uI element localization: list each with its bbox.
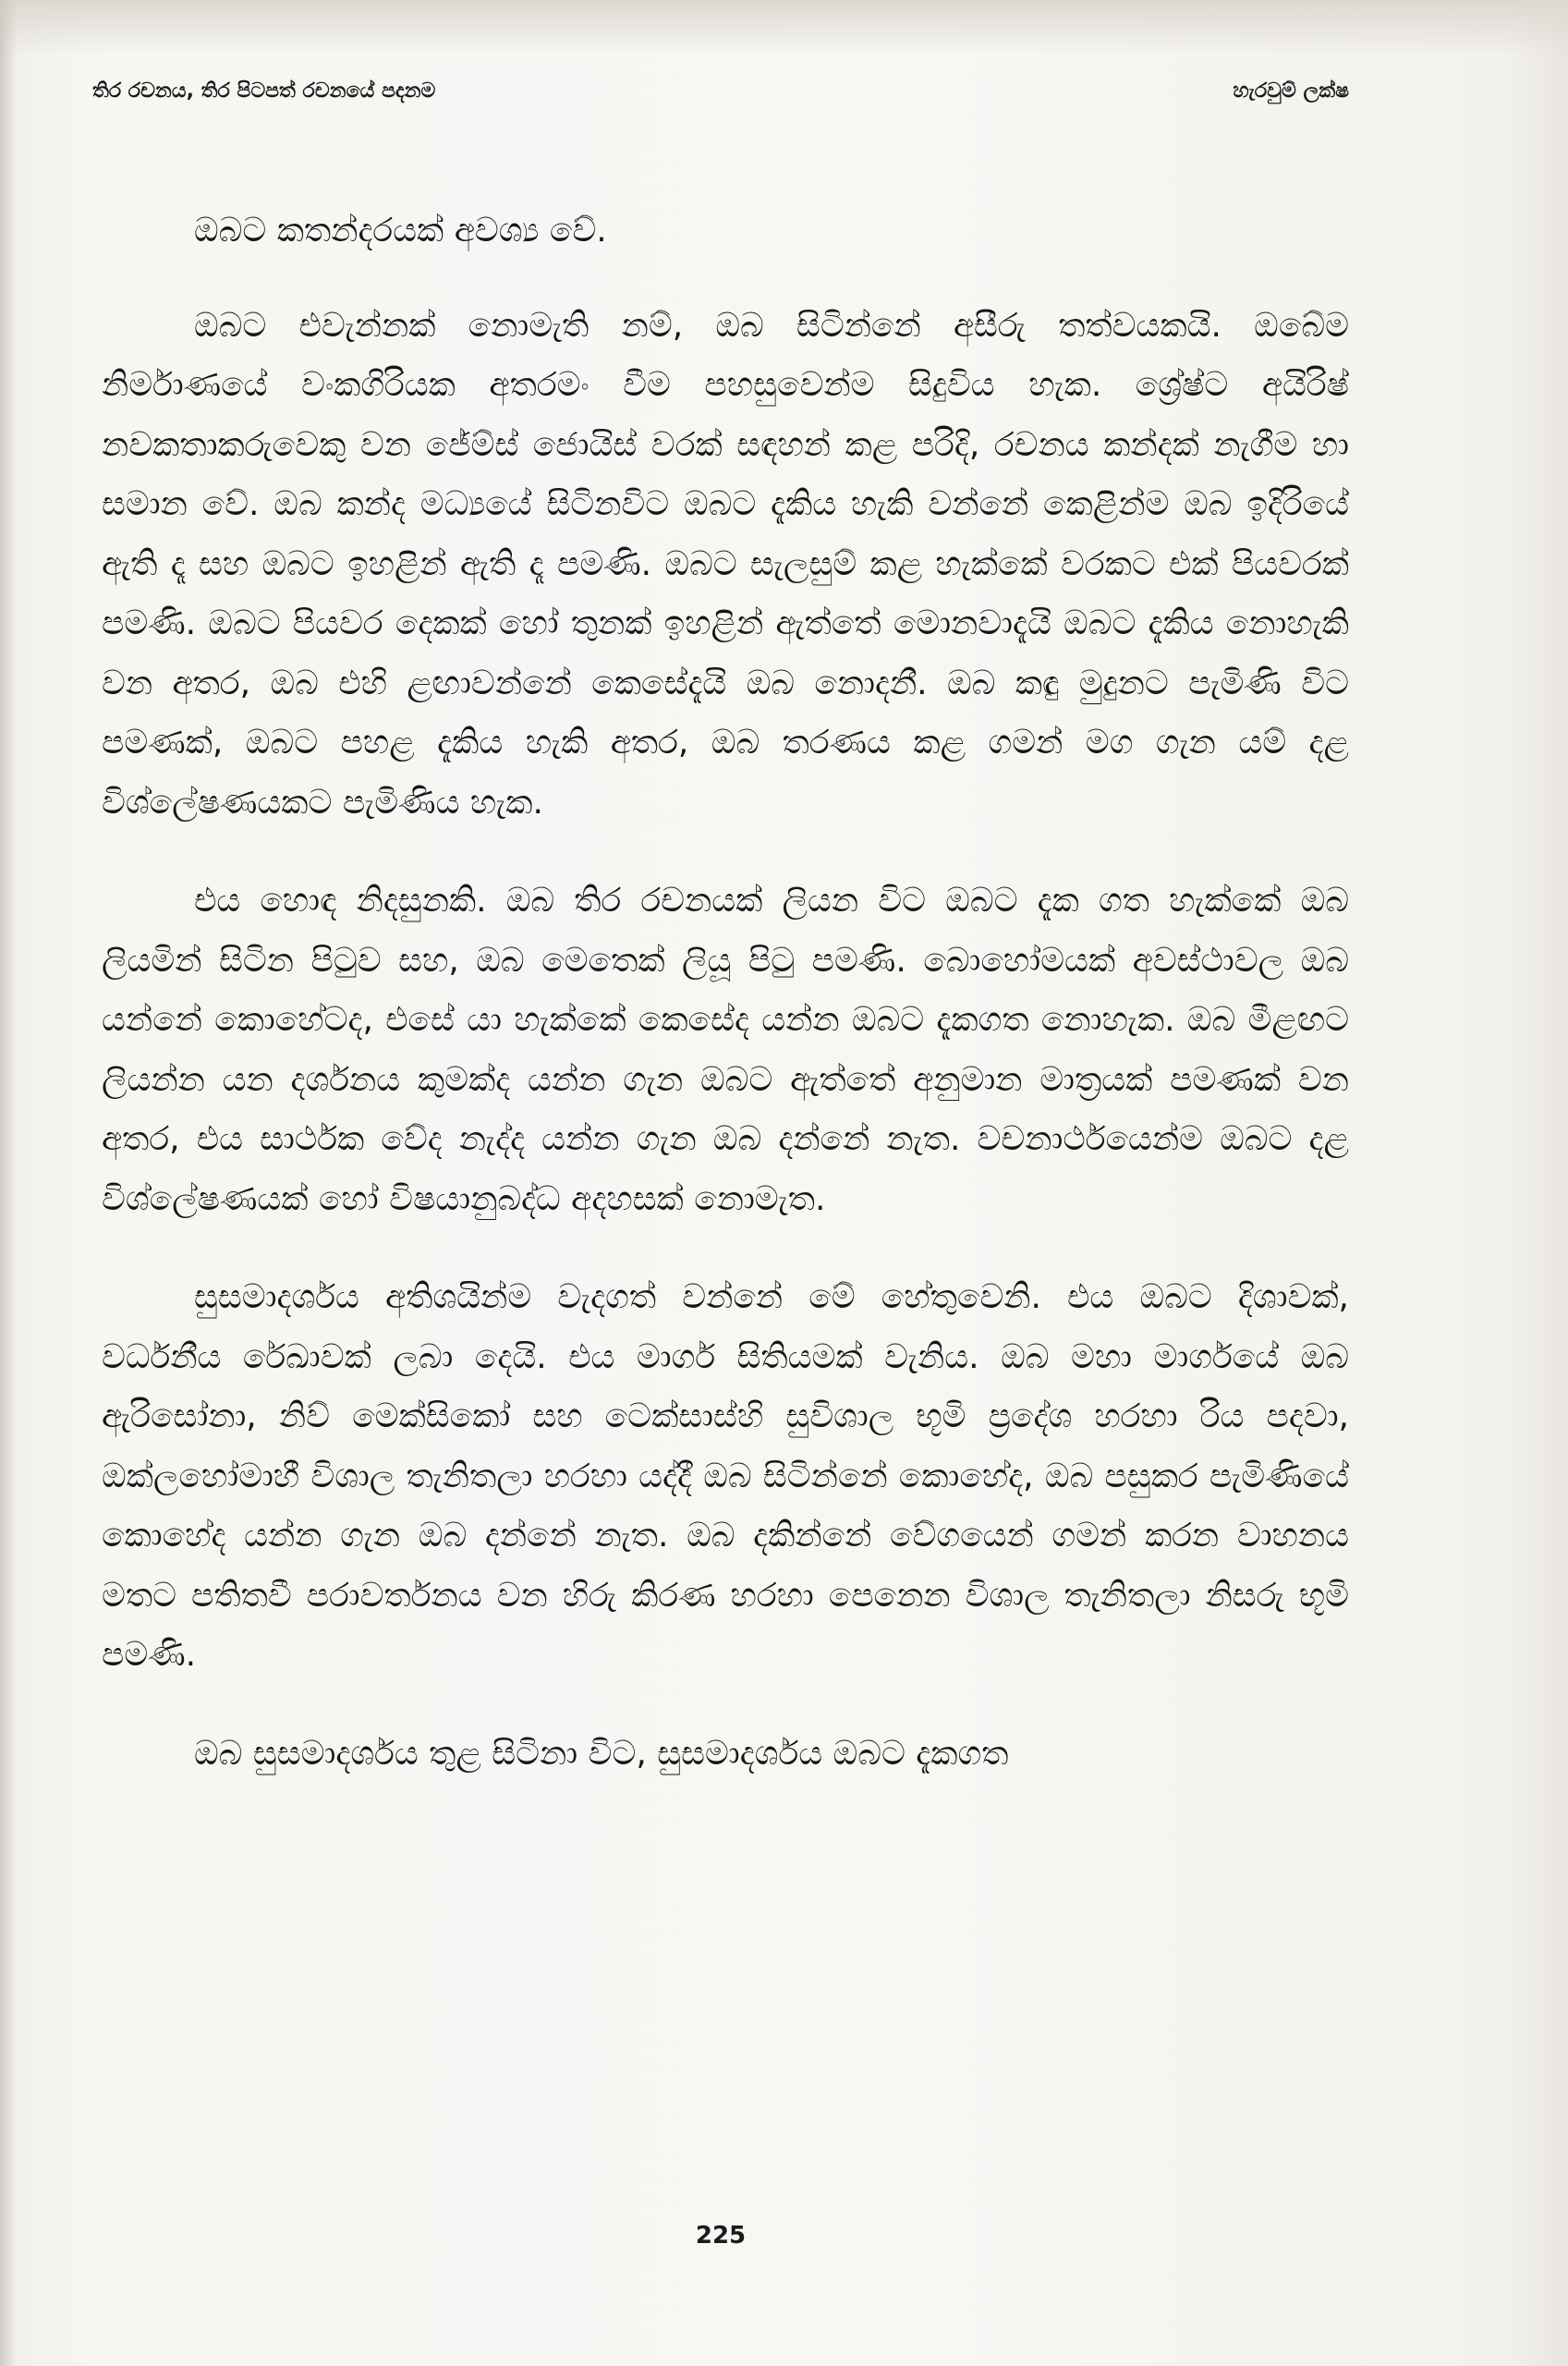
body-text [102, 201, 1349, 1784]
header-chapter-title: තිර රචනය, තිර පිටපත් රචනයේ පදනම [92, 79, 436, 103]
paragraph-3: එය හොඳ නිදසුනකි. ඔබ තිර රචනයක් ලියන විට ඔබට දැක ගත හැක්කේ ඔබ ලියමින් සිටින පිටුව සහ, ඔබ මෙතෙක් ලියූ පිටු පමණි. බොහෝමයක් අවස්ථාවල ඔබ යන්නේ කොහේටද, එසේ යා හැක්කේ කෙසේද යන්න ඔබට දැකගත නොහැක. ඔබ මීළඟට ලියන්න යන දර්ශනය කුමක්ද යන්න ගැන ඔබට ඇත්තේ අනුමාන මාත්‍රයක් පමණක් වන අතර, එය සාර්ථක වේද නැද්ද යන්න ගැන ඔබ දන්නේ නැත. වචනාර්ථයෙන්ම ඔබට දළ විශ්ලේෂණයක් හෝ විෂයානුබද්ධ අදහසක් නොමැත. [102, 882, 1349, 1218]
paragraph-2: ඔබට එවැන්නක් නොමැති නම්, ඔබ සිටින්නේ අසීරු තත්වයකයි. ඔබේම නිර්මාණයේ වංකගිරියක අතරමං වීම පහසුවෙන්ම සිදුවිය හැක. ශ්‍රේෂ්ට අයිරිෂ් නවකතාකරුවෙකු වන ජේම්ස් ජොයිස් වරක් සඳහන් කළ පරිදි, රචනය කන්දක් නැගීම හා සමාන වේ. ඔබ කන්ද මධ්‍යයේ සිටිනවිට ඔබට දැකිය හැකි වන්නේ කෙළින්ම ඔබ ඉදිරියේ ඇති දෑ සහ ඔබට ඉහළින් ඇති දෑ පමණි. ඔබට සැලසුම් කළ හැක්කේ වරකට එක් පියවරක් පමණි. ඔබට පියවර දෙකක් හෝ තුනක් ඉහළින් ඇත්තේ මොනවාදැයි ඔබට දැකිය නොහැකි වන අතර, ඔබ එහි ළඟාවන්නේ කෙසේදැයි ඔබ නොදනී. ඔබ කඳු මුදුනට පැමිණි විට පමණක්, ඔබට පහළ දැකිය හැකි අතර, ඔබ තරණය කළ ගමන් මග ගැන යම් දළ විශ්ලේෂණයකට පැමිණිය හැක. [102, 306, 1349, 822]
header-section-title: හැරවුම් ලක්ෂ [1233, 79, 1349, 103]
page-number: 225 [695, 2222, 747, 2250]
running-header [92, 79, 1349, 103]
paragraph-4: සුසමාදර්ශය අතිශයින්ම වැදගත් වන්නේ මේ හේතුවෙනි. එය ඔබට දිශාවක්, වර්ධනීය රේඛාවක් ලබා දෙයි. එය මාර්ග සිතියමක් වැනිය. ඔබ මහා මාර්ගයේ ඔබ ඇරිසෝනා, නිව් මෙක්සිකෝ සහ ටෙක්සාස්හි සුවිශාල භූමි ප්‍රදේශ හරහා රිය පදවා, ඔක්ලහෝමාහී විශාල තැනිතලා හරහා යද්දී ඔබ සිටින්නේ කොහේද, ඔබ පසුකර පැමිණියේ කොහේද යන්න ගැන ඔබ දන්නේ නැත. ඔබ දකින්නේ වේගයෙන් ගමන් කරන වාහනය මතට පතිතවී පරාවර්තනය වන හිරු කිරණ හරහා පෙනෙන විශාල තැනිතලා නිසරු භූමි පමණි. [102, 1278, 1349, 1674]
paragraph-1: ඔබට කතන්දරයක් අවශ්‍ය වේ. [194, 212, 607, 250]
paragraph-5: ඔබ සුසමාදර්ශය තුළ සිටිනා විට, සුසමාදර්ශය ඔබට දැකගත [194, 1734, 1009, 1773]
